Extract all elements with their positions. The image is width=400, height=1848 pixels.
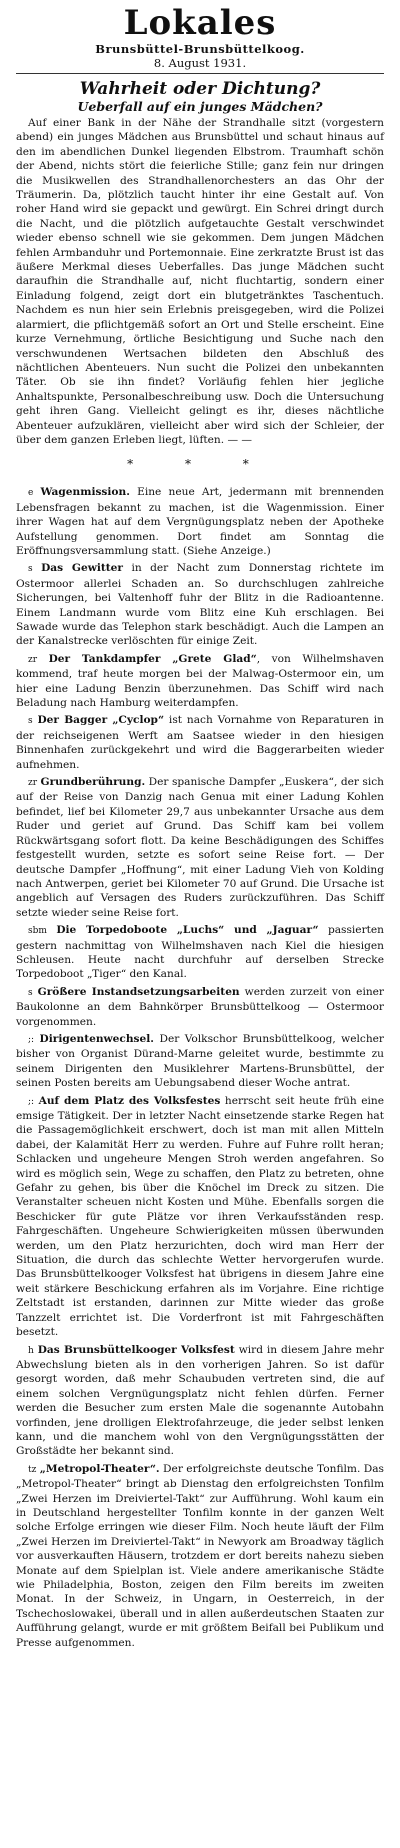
item-text: Eine neue Art, jedermann mit brennenden Lebensfragen bekannt zu machen, ist die Wagenmission. Einer ihrer Wagen hat auf dem Vergnügungsplatz neben der Apotheke Aufstellung genommen. Dort findet am Sonntag die Eröffnungsversammlung statt. (Siehe Anzeige.) <box>16 486 384 557</box>
item-author-mark: zr <box>28 654 38 665</box>
item-author-mark: ;: <box>28 1034 35 1045</box>
item-author-mark: zr <box>28 778 38 789</box>
news-item-grundberuehrung <box>16 775 384 920</box>
item-text: Der spanische Dampfer „Euskera“, der sich auf der Reise von Danzig nach Genua mit einer Ladung Kohlen befindet, lief bei Kilometer 29,7 aus unbekannter Ursache aus dem Ruder und geriet auf Grund. Das Schiff kam bei vollem Rückwärtsgang sofort flott. Da keine Beschädigungen des Schiffes festgestellt wurden, setzte es sofort seine Reise fort. — Der deutsche Dampfer „Hoffnung“, mit einer Ladung Vieh von Kolding nach Antwerpen, geriet bei Kilometer 70 auf Grund. Die Ursache ist angeblich auf Versagen des Ruders zurückzuführen. Das Schiff setzte wieder seine Reise fort. <box>16 776 384 919</box>
lead-body: Auf einer Bank in der Nähe der Strandhalle sitzt (vorgestern abend) ein junges Mädchen aus Brunsbüttel und schaut hinaus auf den im abendlichen Dunkel liegenden Elbstrom. Traumhaft schön der Abend, nichts stört die feierliche Stille; ganz fein nur dringen die Musikwellen des Strandhallenorchesters an das Ohr der Träumerin. Da, plötzlich taucht hinter ihr eine Gestalt auf. Von roher Hand wird sie gepackt und gewürgt. Ein Schrei dringt durch die Nacht, und die plötzlich aufgetauchte Gestalt verschwindet wieder ebenso schnell wie sie gekommen. Dem jungen Mädchen fehlen Armbanduhr und Portemonnaie. Eine zerkratzte Brust ist das äußere Merkmal dieses Ueberfalles. Das junge Mädchen sucht daraufhin die Strandhalle auf, nicht fluchtartig, sondern einer Einladung folgend, zeigt dort ein blutgetränktes Taschentuch. Nachdem es nun hier sein Erlebnis preisgegeben, wird die Polizei alarmiert, die pflichtgemäß sofort an Ort und Stelle erscheint. Eine kurze Vernehmung, örtliche Besichtigung und Suche nach den verschwundenen Wertsachen bildeten den Abschluß des nächtlichen Abenteuers. Nun sucht die Polizei den unbekannten Täter. Ob sie ihn findet? Vorläufig fehlen hier jegliche Anhaltspunkte, Personalbeschreibung usw. Doch die Untersuchung geht ihren Gang. Vielleicht gelingt es ihr, dieses nächtliche Abenteuer aufzuklären, vielleicht aber wird sich der Schleier, der über dem ganzen Erleben liegt, lüften. — — <box>16 117 384 446</box>
item-keyword: Grundberührung. <box>40 776 146 789</box>
item-keyword: Wagenmission. <box>40 486 130 499</box>
item-author-mark: s <box>28 987 33 998</box>
news-item-tankdampfer <box>16 652 384 711</box>
news-item-volksfest <box>16 1343 384 1459</box>
item-keyword: „Metropol-Theater“. <box>39 1462 160 1475</box>
item-author-mark: tz <box>28 1464 37 1475</box>
item-keyword: Der Bagger „Cyclop“ <box>37 714 165 727</box>
news-items <box>16 485 384 1650</box>
lead-headline: Wahrheit oder Dichtung? <box>79 79 321 99</box>
issue-date: 8. August 1931. <box>16 56 384 74</box>
news-item-dirigentenwechsel <box>16 1032 384 1091</box>
item-author-mark: sbm <box>28 926 47 937</box>
item-keyword: Die Torpedoboote „Luchs“ und „Jaguar“ <box>56 924 319 937</box>
item-author-mark: s <box>28 564 33 575</box>
item-keyword: Das Brunsbüttelkooger Volksfest <box>37 1343 235 1356</box>
item-text: , von Wilhelmshaven kommend, traf heute morgen bei der Malwag-Ostermoor ein, um hier eine Ladung Benzin überzunehmen. Das Schiff wird nach Beladung nach Hamburg weiterdampfen. <box>16 652 384 710</box>
section-separator: * * * <box>127 457 273 472</box>
item-text: Der Volkschor Brunsbüttelkoog, welcher bisher von Organist Dürand-Marne geleitet wurde, bestimmte zu seinem Dirigenten den Musiklehrer Martens-Brunsbüttel, der seinen Posten bereits am Uebungsabend dieser Woche antrat. <box>16 1032 384 1090</box>
item-keyword: Das Gewitter <box>41 562 123 575</box>
news-item-bagger <box>16 713 384 772</box>
section-masthead: Lokales <box>123 3 277 43</box>
item-author-mark: e <box>28 488 34 499</box>
lead-article <box>16 79 384 447</box>
item-text: in der Nacht zum Donnerstag richtete im Ostermoor allerlei Schaden an. So durchschlugen zahlreiche Sicherungen, bei Valtenhoff fuhr der Blitz in die Radioantenne. Einem Landmann wurde vom Blitz eine Kuh erschlagen. Bei Sawade wurde das Telephon stark beschädigt. Auch die Lampen an der Kanalstrecke verlöschten für einige Zeit. <box>16 562 384 648</box>
item-text: ist nach Vornahme von Reparaturen in der reichseigenen Werft am Saatsee wieder in den hiesigen Binnenhafen zurückgekehrt und wird die Baggerarbeiten wieder aufnehmen. <box>16 714 384 771</box>
news-item-torpedoboote <box>16 923 384 982</box>
news-item-volksfest-platz <box>16 1094 384 1340</box>
section-subhead: Brunsbüttel-Brunsbüttelkoog. <box>95 42 305 56</box>
item-text: herrscht seit heute früh eine emsige Tätigkeit. Der in letzter Nacht einsetzende starke Regen hat die Passagemöglichkeit erschwert, doch ist man mit allen Mitteln dabei, der Kalamität Herr zu werden. Fuhre auf Fuhre rollt heran; Schlacken und ungeheure Mengen Stroh werden angefahren. So wird es möglich sein, Wege zu schaffen, den Platz zu betreten, ohne Gefahr zu gehen, bis über die Knöchel im Dreck zu sitzen. Die Veranstalter scheuen nicht Kosten und Mühe. Ebenfalls sorgen die Beschicker für gute Plätze vor ihren Verkaufsständen resp. Fahrgeschäften. Ungeheure Schwierigkeiten müssen überwunden werden, um den Platz herzurichten, doch wird man Herr der Situation, die durch das schlechte Wetter hervorgerufen wurde. Das Brunsbüttelkooger Volksfest hat übrigens in diesem Jahre eine weit stärkere Beschickung erfahren als im Vorjahre. Eine richtige Zeltstadt ist erstanden, darinnen zur Mitte wieder das große Tanzzelt errichtet ist. Die Vorderfront ist mit Fahrgeschäften besetzt. <box>16 1094 385 1339</box>
item-text: wird in diesem Jahre mehr Abwechslung bieten als in den vorherigen Jahren. So ist dafür gesorgt worden, daß mehr Schaubuden vertreten sind, die auf einem solchen Vergnügungsplatz nicht fehlen dürfen. Ferner werden die Besucher zum ersten Male die sogenannte Autobahn vorfinden, jene drolligen Elektrofahrzeuge, die jeder selbst lenken kann, und die manchem wohl von den Vergnügungsstätten der Großstädte her bekannt sind. <box>16 1343 384 1458</box>
item-text: Der erfolgreichste deutsche Tonfilm. Das „Metropol-Theater“ bringt ab Dienstag den erfolgreichsten Tonfilm „Zwei Herzen im Dreiviertel-Takt“ zur Aufführung. Wohl kaum ein in Deutschland hergestellter Tonfilm konnte in der ganzen Welt solche Erfolge erringen wie dieser Film. Noch heute läuft der Film „Zwei Herzen im Dreiviertel-Takt“ in Newyork am Broadway täglich vor ausverkauften Häusern, trotzdem er dort bereits nahezu sieben Monate auf dem Spielplan ist. Viele andere amerikanische Städte wie Philadelphia, Boston, zeigen den Film bereits im zweiten Monat. In der Schweiz, in Ungarn, in Oesterreich, in der Tschechoslowakei, überall und in allen außerdeutschen Staaten zur Aufführung gelangt, wurde er mit größtem Beifall bei Publikum und Presse aufgenommen. <box>16 1462 384 1649</box>
item-keyword: Größere Instandsetzungsarbeiten <box>37 985 240 998</box>
item-author-mark: s <box>28 716 33 727</box>
news-item-metropol-theater <box>16 1462 384 1650</box>
lead-subtitle: Ueberfall auf ein junges Mädchen? <box>77 99 323 114</box>
item-author-mark: h <box>28 1345 34 1356</box>
item-keyword: Dirigentenwechsel. <box>39 1032 154 1045</box>
news-item-instandsetzung <box>16 985 384 1029</box>
item-text: passierten gestern nachmittag von Wilhelmshaven nach Kiel die hiesigen Schleusen. Heute nacht durchfuhr auf derselben Strecke Torpedoboot „Tiger“ den Kanal. <box>16 924 384 981</box>
newspaper-page <box>16 0 384 1650</box>
item-text: werden zurzeit von einer Baukolonne an dem Bahnkörper Brunsbüttelkoog — Ostermoor vorgenommen. <box>16 985 384 1028</box>
item-keyword: Auf dem Platz des Volksfestes <box>38 1094 221 1107</box>
news-item-wagenmission <box>16 485 384 558</box>
news-item-gewitter <box>16 561 384 648</box>
item-keyword: Der Tankdampfer „Grete Glad“ <box>48 652 257 665</box>
item-author-mark: ;: <box>28 1096 35 1107</box>
